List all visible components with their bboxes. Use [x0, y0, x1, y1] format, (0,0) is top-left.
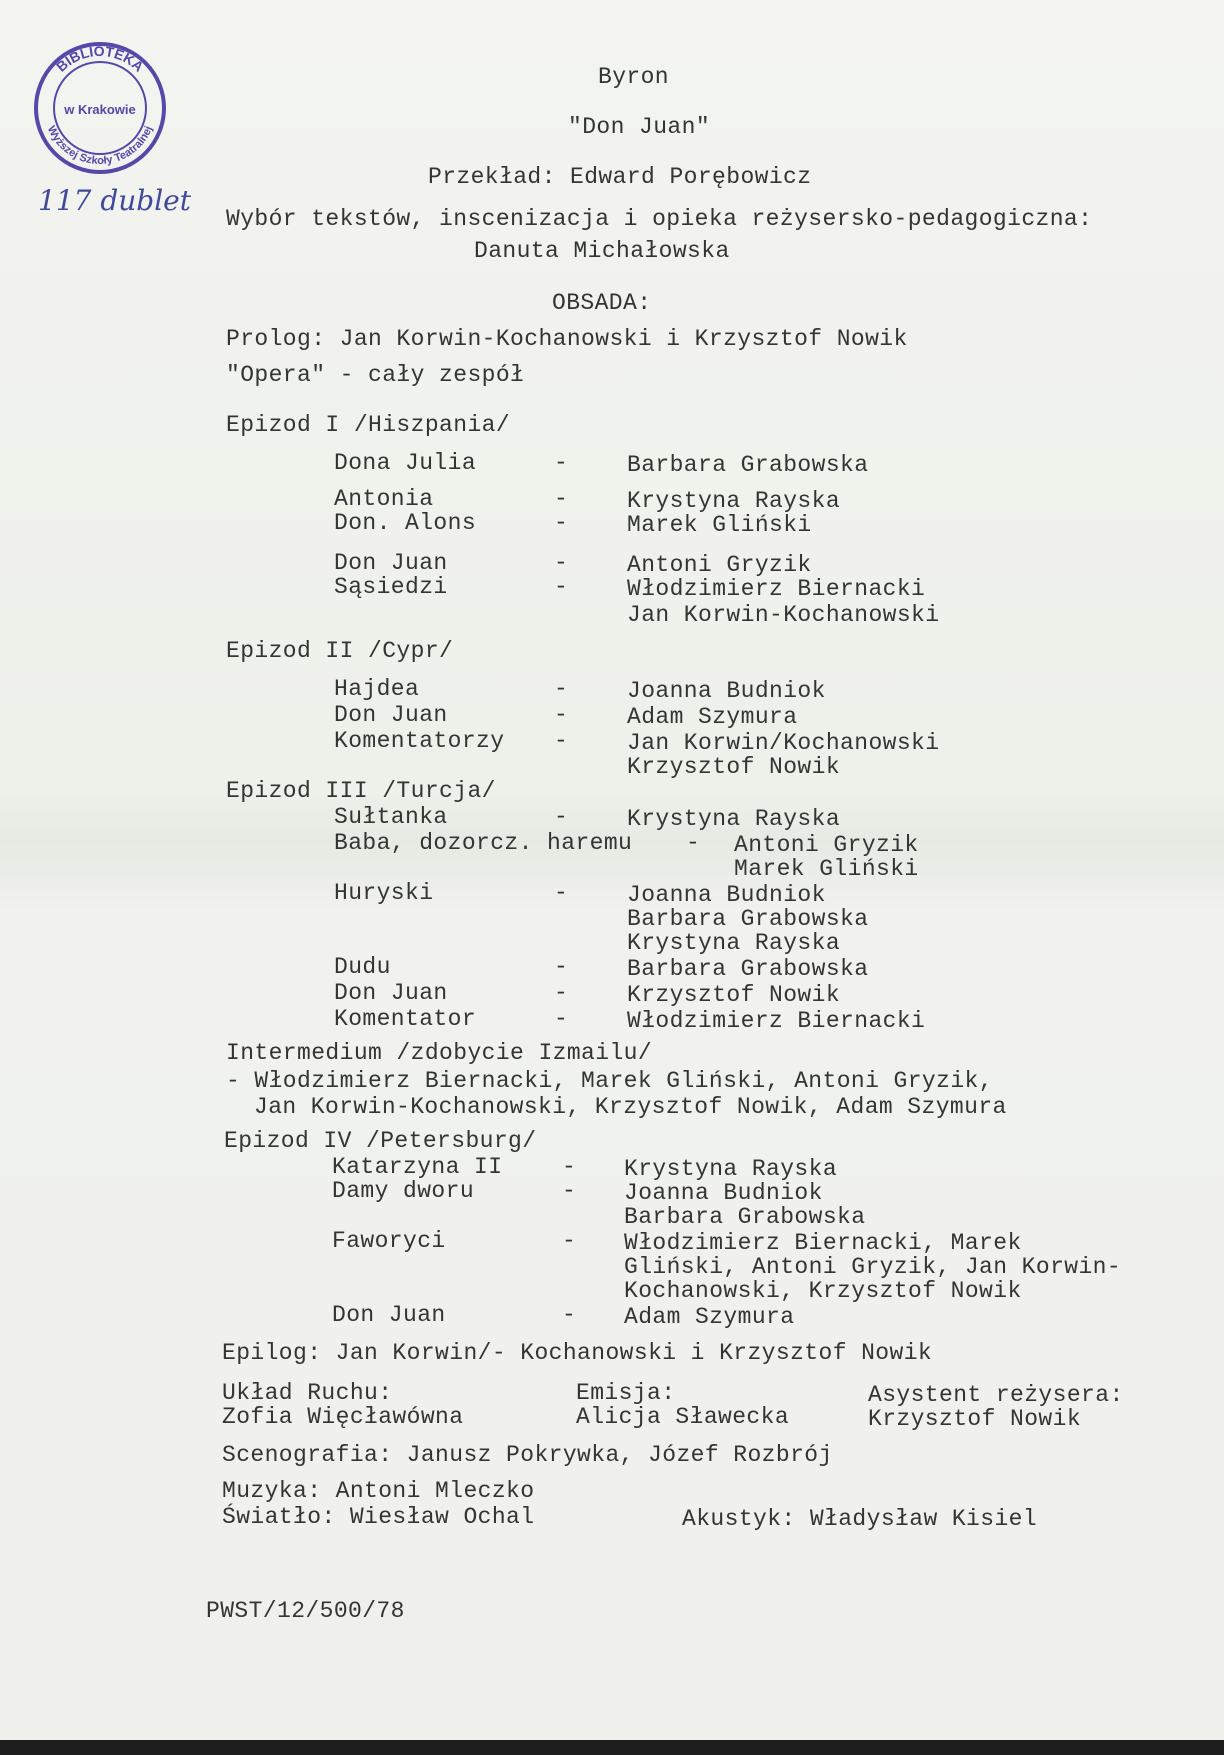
actor: Jan Korwin/Kochanowski [627, 730, 940, 756]
dash: - [554, 550, 569, 576]
role: Katarzyna II [332, 1154, 503, 1180]
direction-label: Wybór tekstów, inscenizacja i opieka reżysersko-pedagogiczna: [226, 206, 1093, 232]
actor: Barbara Grabowska [627, 956, 869, 982]
dash: - [554, 804, 569, 830]
actor: Joanna Budniok [624, 1180, 823, 1206]
role: Sułtanka [334, 804, 448, 830]
dash: - [554, 486, 569, 512]
handwritten-note: 117 dublet [38, 184, 192, 217]
footer-code: PWST/12/500/78 [206, 1598, 405, 1624]
svg-text:BIBLIOTEKA [53, 43, 147, 75]
actor: Antoni Gryzik [734, 832, 919, 858]
actor: Włodzimierz Biernacki [627, 1008, 926, 1034]
dash: - [554, 880, 569, 906]
dash: - [562, 1154, 577, 1180]
actor: Kochanowski, Krzysztof Nowik [624, 1278, 1022, 1304]
role: Dona Julia [334, 450, 477, 476]
dash: - [562, 1228, 577, 1254]
dash: - [554, 728, 569, 754]
acoustics-line: Akustyk: Władysław Kisiel [682, 1506, 1038, 1532]
cast-heading: OBSADA: [552, 290, 652, 316]
dash: - [686, 830, 701, 856]
role: Hajdea [334, 676, 420, 702]
director: Danuta Michałowska [474, 238, 730, 264]
actor: Włodzimierz Biernacki [627, 576, 926, 602]
epilog-line: Epilog: Jan Korwin/- Kochanowski i Krzysztof Nowik [222, 1340, 933, 1366]
actor: Adam Szymura [624, 1304, 795, 1330]
play-title: "Don Juan" [568, 114, 711, 140]
dash: - [554, 510, 569, 536]
role: Don. Alons [334, 510, 477, 536]
opera-line: "Opera" - cały zespół [226, 362, 525, 388]
role: Faworyci [332, 1228, 446, 1254]
dash: - [562, 1178, 577, 1204]
prolog-line: Prolog: Jan Korwin-Kochanowski i Krzysztof Nowik [226, 326, 908, 352]
role: Komentatorzy [334, 728, 505, 754]
role: Don Juan [334, 702, 448, 728]
role: Komentator [334, 1006, 477, 1032]
role: Antonia [334, 486, 434, 512]
role: Don Juan [334, 550, 448, 576]
actor: Jan Korwin-Kochanowski [627, 602, 940, 628]
scenography-line: Scenografia: Janusz Pokrywka, Józef Rozbrój [222, 1442, 833, 1468]
role: Don Juan [334, 980, 448, 1006]
light-line: Światło: Wiesław Ochal [222, 1504, 535, 1530]
actor: Marek Gliński [627, 512, 812, 538]
episode-heading: Epizod II /Cypr/ [226, 638, 454, 664]
dash: - [554, 702, 569, 728]
role: Sąsiedzi [334, 574, 448, 600]
movement-name: Zofia Więcławówna [222, 1404, 464, 1430]
dash: - [554, 954, 569, 980]
actor: Marek Gliński [734, 856, 919, 882]
actor: Joanna Budniok [627, 678, 826, 704]
dash: - [554, 574, 569, 600]
actor: Gliński, Antoni Gryzik, Jan Korwin- [624, 1254, 1122, 1280]
actor: Krystyna Rayska [627, 488, 841, 514]
actor: Barbara Grabowska [624, 1204, 866, 1230]
role: Damy dworu [332, 1178, 475, 1204]
intermedium-line-2: Jan Korwin-Kochanowski, Krzysztof Nowik, Adam Szymura [254, 1094, 1007, 1120]
translation: Przekład: Edward Porębowicz [428, 164, 812, 190]
intermedium-heading: Intermedium /zdobycie Izmailu/ [226, 1040, 653, 1066]
episode-heading: Epizod I /Hiszpania/ [226, 412, 511, 438]
library-stamp [30, 38, 170, 178]
stamp-ring-text: Wyższej Szkoły Teatralnej [44, 124, 156, 168]
role: Dudu [334, 954, 391, 980]
actor: Krystyna Rayska [624, 1156, 838, 1182]
actor: Krzysztof Nowik [627, 754, 841, 780]
actor: Barbara Grabowska [627, 906, 869, 932]
stamp-top-text: BIBLIOTEKA [53, 42, 147, 75]
actor: Włodzimierz Biernacki, Marek [624, 1230, 1022, 1256]
assistant-label: Asystent reżysera: [868, 1382, 1124, 1408]
dash: - [562, 1302, 577, 1328]
actor: Antoni Gryzik [627, 552, 812, 578]
assistant-name: Krzysztof Nowik [868, 1406, 1082, 1432]
voice-name: Alicja Sławecka [576, 1404, 790, 1430]
stamp-middle-text: w Krakowie [64, 102, 136, 117]
dash: - [554, 450, 569, 476]
role: Baba, dozorcz. haremu [334, 830, 633, 856]
actor: Adam Szymura [627, 704, 798, 730]
dash: - [554, 980, 569, 1006]
voice-label: Emisja: [576, 1380, 676, 1406]
author: Byron [598, 64, 670, 90]
role: Don Juan [332, 1302, 446, 1328]
scan-bottom-edge [0, 1740, 1224, 1755]
episode-heading: Epizod IV /Petersburg/ [224, 1128, 537, 1154]
movement-label: Układ Ruchu: [222, 1380, 393, 1406]
dash: - [554, 676, 569, 702]
actor: Barbara Grabowska [627, 452, 869, 478]
role: Huryski [334, 880, 434, 906]
intermedium-line-1: - Włodzimierz Biernacki, Marek Gliński, Antoni Gryzik, [226, 1068, 993, 1094]
actor: Joanna Budniok [627, 882, 826, 908]
actor: Krystyna Rayska [627, 930, 841, 956]
actor: Krzysztof Nowik [627, 982, 841, 1008]
music-line: Muzyka: Antoni Mleczko [222, 1478, 535, 1504]
actor: Krystyna Rayska [627, 806, 841, 832]
dash: - [554, 1006, 569, 1032]
episode-heading: Epizod III /Turcja/ [226, 778, 496, 804]
